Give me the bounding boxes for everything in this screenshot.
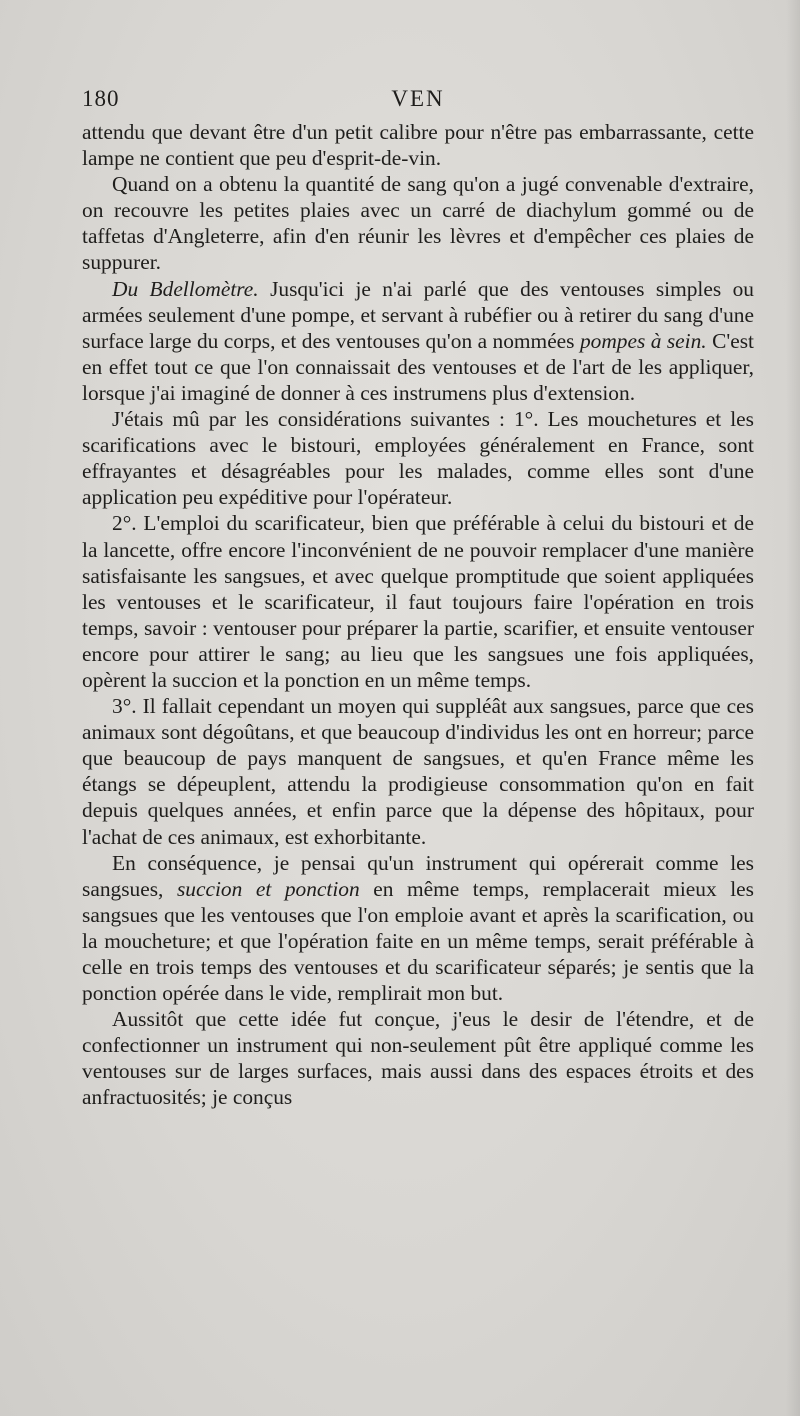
paragraph: 2°. L'emploi du scarificateur, bien que préférable à celui du bistouri et de la lancette, offre encore l'inconvénient de ne pouvoir remplacer d'une manière satisfaisante les sangsues, et avec quelque promptitude que soient appliquées les ventouses et le scarificateur, il faut toujours faire l'opération en trois temps, savoir : ventouser pour préparer la partie, scarifier, et ensuite ventouser encore pour attirer le sang; au lieu que les sangsues une fois appliquées, opèrent la succion et la ponction en un même temps.	[82, 511, 754, 692]
body-text	[82, 119, 754, 1111]
running-head: VEN	[391, 86, 445, 111]
paragraph	[82, 850, 754, 1007]
page-header	[82, 86, 754, 118]
paragraph: Quand on a obtenu la quantité de sang qu'on a jugé convenable d'extraire, on recouvre les petites plaies avec un carré de diachylum gommé ou de taffetas d'Angleterre, afin d'en réunir les lèvres et d'empêcher ces plaies de suppurer.	[82, 172, 754, 275]
italic-term: pompes à sein.	[579, 328, 707, 353]
paragraph-text: C'est en effet tout ce que l'on connaissait des ventouses et de l'art de les appliquer, lorsque j'ai imaginé de donner à ces instrumens plus d'extension.	[82, 328, 754, 405]
paragraph-text: en même temps, remplacerait mieux les sangsues que les ventouses que l'on emploie avant et après la scarification, ou la moucheture; et que l'opération faite en un même temps, serait préférable à celle en trois temps des ventouses et du scarificateur séparés; je sentis que la ponction opérée dans le vide, remplirait mon but.	[82, 876, 754, 1006]
page-gutter-shadow	[786, 0, 800, 1416]
paragraph-text: En conséquence, je pensai qu'un instrument qui opérerait comme les sangsues,	[82, 850, 754, 901]
paragraph-continued: attendu que devant être d'un petit calibre pour n'être pas embarrassante, cette lampe ne contient que peu d'esprit-de-vin.	[82, 120, 754, 171]
paragraph-bdellometre	[82, 276, 754, 406]
page-number: 180	[82, 86, 120, 111]
italic-term: succion et ponction	[176, 876, 360, 901]
paragraph-text: Jusqu'ici je n'ai parlé que des ventouses simples ou armées seulement d'une pompe, et servant à rubéfier ou à retirer du sang d'une surface large du corps, et des ventouses qu'on a nommées	[82, 276, 754, 353]
paragraph: Aussitôt que cette idée fut conçue, j'eus le desir de l'étendre, et de confectionner un instrument qui non-seulement pût être appliqué comme les ventouses sur de larges surfaces, mais aussi dans des espaces étroits et des anfractuosités; je conçus	[82, 1007, 754, 1110]
paragraph: 3°. Il fallait cependant un moyen qui suppléât aux sangsues, parce que ces animaux sont dégoûtans, et que beaucoup d'individus les ont en horreur; parce que beaucoup de pays manquent de sangsues, et qu'en France même les étangs se dépeuplent, attendu la prodigieuse consommation qu'on en fait depuis quelques années, et enfin parce que la dépense des hôpitaux, pour l'achat de ces animaux, est exhorbitante.	[82, 694, 754, 849]
section-heading: Du Bdellomètre.	[112, 276, 259, 301]
paragraph: J'étais mû par les considérations suivantes : 1°. Les mouchetures et les scarifications avec le bistouri, employées généralement en France, sont effrayantes et désagréables pour les malades, comme elles sont d'une application peu expéditive pour l'opérateur.	[82, 407, 754, 510]
